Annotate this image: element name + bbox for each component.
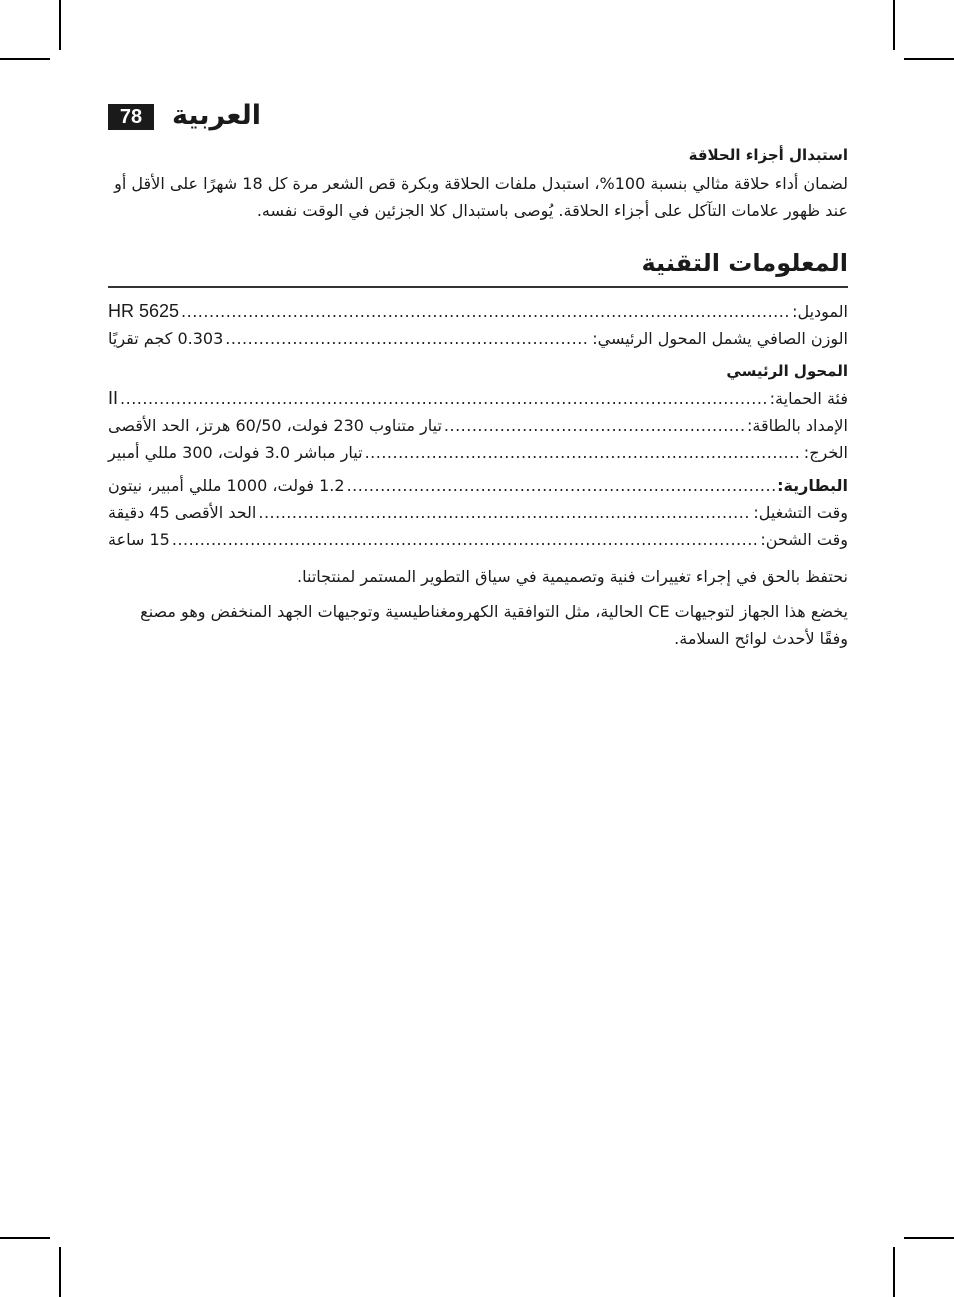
crop-mark-top-left-horizontal bbox=[0, 58, 50, 60]
leader-dots bbox=[120, 385, 768, 412]
adapter-heading: المحول الرئيسي bbox=[726, 362, 848, 380]
spec-row-runtime bbox=[108, 499, 848, 526]
model-value: HR 5625 bbox=[108, 301, 180, 321]
model-label: الموديل: bbox=[792, 302, 848, 321]
crop-mark-bottom-right-vertical bbox=[893, 1247, 895, 1297]
leader-dots bbox=[181, 298, 790, 325]
weight-value: 0.303 كجم تقريًا bbox=[108, 329, 224, 348]
output-label: الخرج: bbox=[803, 443, 848, 462]
spec-row-weight bbox=[108, 325, 848, 352]
spec-row-model bbox=[108, 298, 848, 325]
crop-mark-bottom-left-horizontal bbox=[0, 1237, 50, 1239]
leader-dots bbox=[347, 472, 776, 499]
runtime-label: وقت التشغيل: bbox=[753, 503, 848, 522]
input-value: تيار متناوب 230 فولت، 60/50 هرتز، الحد الأقصى bbox=[108, 416, 442, 435]
compliance-note: يخضع هذا الجهاز لتوجيهات CE الحالية، مثل التوافقية الكهرومغناطيسية وتوجيهات الجهد المنخفض وهو مصنع وفقًا لأحدث لوائح السلامة. bbox=[140, 602, 848, 648]
leader-dots bbox=[444, 412, 745, 439]
spec-table bbox=[108, 298, 848, 553]
crop-mark-bottom-left-vertical bbox=[59, 1247, 61, 1297]
leader-dots bbox=[225, 325, 590, 352]
language-header: العربية bbox=[172, 100, 261, 131]
technical-info-title: المعلومات التقنية bbox=[108, 246, 848, 288]
spec-row-battery bbox=[108, 472, 848, 499]
leader-dots bbox=[258, 499, 751, 526]
charge-time-label: وقت الشحن: bbox=[760, 530, 848, 549]
replacement-paragraph: لضمان أداء حلاقة مثالي بنسبة 100%، استبدل ملفات الحلاقة وبكرة قص الشعر مرة كل 18 شهرًا على الأقل أو عند ظهور علامات التآكل على أجزاء الحلاقة. يُوصى باستبدال كلا الجزئين في الوقت نفسه. bbox=[114, 174, 848, 220]
protection-class-value: II bbox=[108, 388, 119, 408]
crop-mark-top-left-vertical bbox=[59, 0, 61, 50]
protection-class-label: فئة الحماية: bbox=[769, 389, 848, 408]
changes-note: نحتفظ بالحق في إجراء تغييرات فنية وتصميمية في سياق التطوير المستمر لمنتجاتنا. bbox=[297, 567, 848, 586]
output-value: تيار مباشر 3.0 فولت، 300 مللي أمبير bbox=[108, 443, 363, 462]
spec-row-charge-time bbox=[108, 526, 848, 553]
crop-mark-bottom-right-horizontal bbox=[904, 1237, 954, 1239]
page-content bbox=[108, 140, 848, 652]
spec-row-input bbox=[108, 412, 848, 439]
page-number: 78 bbox=[108, 104, 154, 130]
weight-label: الوزن الصافي يشمل المحول الرئيسي: bbox=[592, 329, 848, 348]
spec-row-protection-class bbox=[108, 385, 848, 412]
leader-dots bbox=[172, 526, 758, 553]
spec-row-output bbox=[108, 439, 848, 466]
replacement-heading: استبدال أجزاء الحلاقة bbox=[688, 146, 848, 164]
leader-dots bbox=[365, 439, 802, 466]
crop-mark-top-right-horizontal bbox=[904, 58, 954, 60]
runtime-value: الحد الأقصى 45 دقيقة bbox=[108, 503, 257, 522]
charge-time-value: 15 ساعة bbox=[108, 530, 170, 549]
battery-value: 1.2 فولت، 1000 مللي أمبير، نيتون bbox=[108, 476, 345, 495]
input-label: الإمداد بالطاقة: bbox=[746, 416, 848, 435]
battery-label: البطارية: bbox=[777, 476, 848, 495]
crop-mark-top-right-vertical bbox=[893, 0, 895, 50]
